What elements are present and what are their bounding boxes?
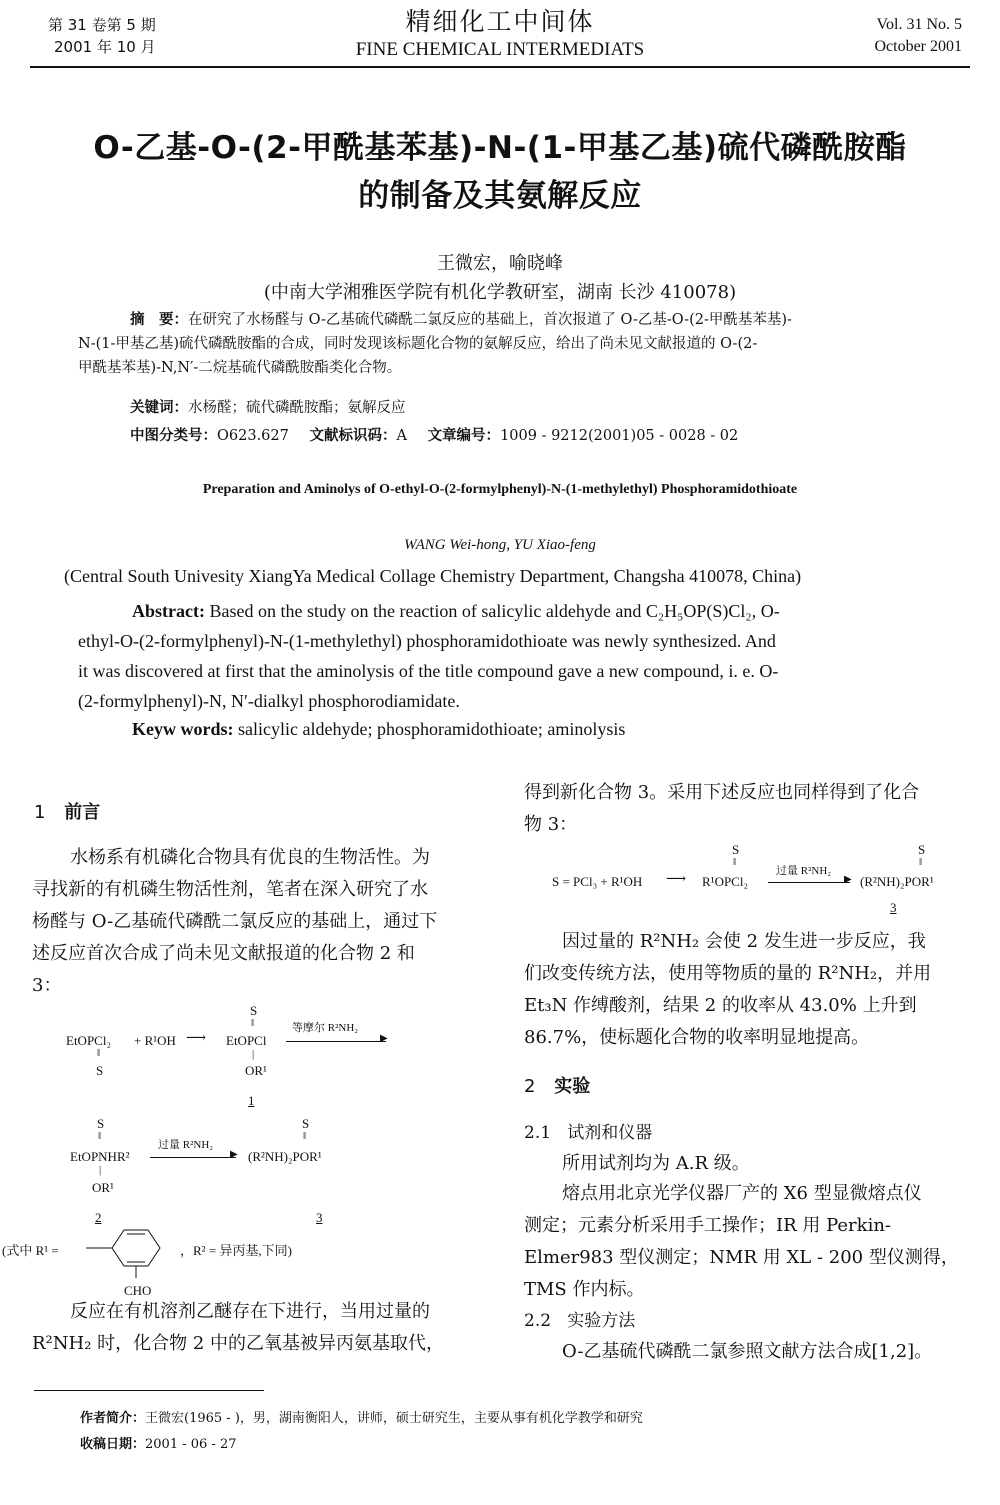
reaction-scheme-2: S = PCl₃ + R¹OH ⟶ S ‖ R¹OPCl₂ 过量 R²NH₂ ▶ S ‖ (R²NH)₂POR¹ 3 xyxy=(552,842,934,915)
abstract-cn-line1: 摘 要：在研究了水杨醛与 O-乙基硫代磷酰二氯反应的基础上，首次报道了 O-乙基-O-(2-甲酰基苯基)- xyxy=(130,312,792,328)
arrow-2 xyxy=(286,1041,386,1042)
keywords-cn-label: 关键词： xyxy=(130,400,188,416)
issue-date: 2001 年 10 月 xyxy=(54,38,156,56)
arrow-5 xyxy=(768,882,850,883)
right-paragraph-5: O-乙基硫代磷酰二氯参照文献方法合成[1,2]。 xyxy=(562,1341,933,1362)
section-2-heading: 2 实验 xyxy=(524,1076,591,1097)
right-paragraph-1: 得到新化合物 3。采用下述反应也同样得到了化合 物 3： xyxy=(524,782,920,835)
journal-name-en: FINE CHEMICAL INTERMEDIATS xyxy=(355,39,645,60)
abstract-en-label: Abstract: xyxy=(132,601,205,621)
journal-name-cn: 精细化工中间体 xyxy=(405,7,595,36)
authors-cn: 王微宏，喻晓峰 xyxy=(437,253,563,274)
affiliation-cn: (中南大学湘雅医学院有机化学教研室，湖南 长沙 410078) xyxy=(263,282,737,303)
abstract-cn xyxy=(78,308,928,380)
section-1-heading: 1 前言 xyxy=(34,802,101,823)
authors-en: WANG Wei-hong, YU Xiao-feng xyxy=(404,537,596,553)
arrow-3 xyxy=(150,1157,236,1158)
arrow-4: ⟶ xyxy=(666,872,687,887)
left-paragraph-2: 反应在有机溶剂乙醚存在下进行，当用过量的 R²NH₂ 时，化合物 2 中的乙氧基被异丙氨基取代， xyxy=(32,1301,445,1354)
volume-en: Vol. 31 No. 5 xyxy=(876,16,962,33)
arrow-1: ⟶ xyxy=(186,1031,207,1046)
keywords-cn: 关键词：水杨醛；硫代磷酰胺酯；氨解反应 xyxy=(130,400,406,416)
footnote-date: 收稿日期：2001 - 06 - 27 xyxy=(80,1437,237,1452)
journal-volume-en xyxy=(874,14,962,58)
keywords-en: Keyw words: salicylic aldehyde; phosphoramidothioate; aminolysis xyxy=(132,719,626,739)
footnote-author: 作者简介：王微宏(1965 - )，男，湖南衡阳人，讲师，硕士研究生，主要从事有机化学教学和研究 xyxy=(80,1411,643,1426)
journal-name xyxy=(0,6,1000,62)
abstract-cn-line3: 甲酰基苯基)-N,N′-二烷基硫代磷酰胺酯类化合物。 xyxy=(78,360,402,376)
title-en: Preparation and Aminolys of O-ethyl-O-(2-formylphenyl)-N-(1-methylethyl) Phosphoramidothioate xyxy=(202,482,798,497)
abstract-cn-line2: N-(1-甲基乙基)硫代磷酰胺酯的合成，同时发现该标题化合物的氨解反应，给出了尚未见文献报道的 O-(2- xyxy=(78,336,758,352)
right-paragraph-4: 熔点用北京光学仪器厂产的 X6 型显微熔点仪 测定；元素分析采用手工操作；IR 用 Perkin- Elmer983 型仪测定；NMR 用 XL - 200 型仪测得， TMS 作内标。 xyxy=(524,1183,959,1300)
classification: 中图分类号：O623.627 文献标识码：A 文章编号：1009 - 9212(2001)05 - 0028 - 02 xyxy=(130,428,739,444)
right-paragraph-3: 所用试剂均为 A.R 级。 xyxy=(562,1153,750,1174)
section-2-1-heading: 2.1 试剂和仪器 xyxy=(524,1123,653,1143)
footnote xyxy=(80,1406,643,1458)
header-rule xyxy=(30,66,970,68)
footnote-rule xyxy=(34,1390,264,1391)
issue-volume: 第 31 卷第 5 期 xyxy=(48,16,156,34)
right-paragraph-2: 因过量的 R²NH₂ 会使 2 发生进一步反应，我 们改变传统方法，使用等物质的量的 R²NH₂，并用 Et₃N 作缚酸剂，结果 2 的收率从 43.0% 上升到 86.7%，使标题化合物的收率明显地提高。 xyxy=(524,931,932,1048)
title-cn-line1: O-乙基-O-(2-甲酰基苯基)-N-(1-甲基乙基)硫代磷酰胺酯 xyxy=(93,130,907,166)
affiliation-en: (Central South Univesity XiangYa Medical Collage Chemistry Department, Changsha 410078, China) xyxy=(64,566,802,586)
title-cn-line2: 的制备及其氨解反应 xyxy=(358,178,642,214)
date-en: October 2001 xyxy=(874,38,962,55)
abstract-en: Abstract: Based on the study on the reaction of salicylic aldehyde and C₂H₅OP(S)Cl₂, O- ethyl-O-(2-formylphenyl)-N-(1-methylethyl) phosphoramidothioate was newly synthesized. And it was discovered at first that the aminolysis of the title compound gave a new compound, i. e. O- (2-formylphenyl)-N, N′-dialkyl phosphorodiamidate. xyxy=(78,601,780,711)
reaction-scheme-1: EtOPCl₂ S ‖ + R¹OH ⟶ EtOPCl S ‖ | OR¹ 1 等摩尔 R²NH₂ ▶ S ‖ EtOPNHR² | OR¹ 2 过量 R²NH₂ ▶ S ‖ (R²NH)₂POR¹ 3 (式中 R¹ = CHO ，R² = 异丙基,下同) xyxy=(2,1003,388,1298)
section-2-2-heading: 2.2 实验方法 xyxy=(524,1311,636,1331)
left-paragraph-1: 水杨系有机磷化合物具有优良的生物活性。为 寻找新的有机磷生物活性剂，笔者在深入研究了水 杨醛与 O-乙基硫代磷酰二氯反应的基础上，通过下 述反应首次合成了尚未见文献报道的化合物 2 和 3： xyxy=(32,847,438,996)
abstract-cn-label: 摘 要： xyxy=(130,312,188,328)
